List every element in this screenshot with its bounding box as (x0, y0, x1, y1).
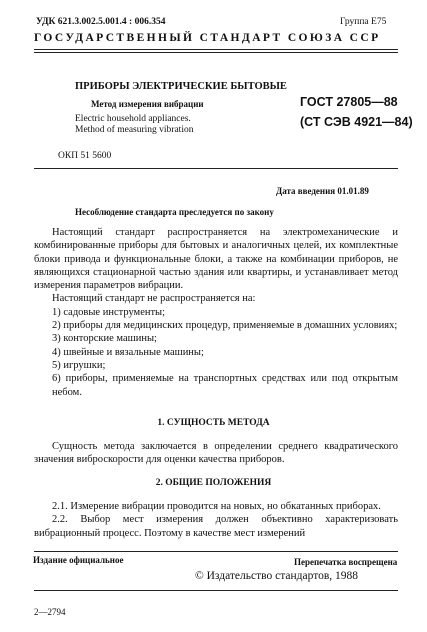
section-1-heading: 1. СУЩНОСТЬ МЕТОДА (157, 418, 270, 428)
list-item: 3) конторские машины; (52, 333, 157, 345)
footer-rule-bottom (34, 590, 398, 591)
reprint-prohibited: Перепечатка воспрещена (294, 557, 398, 567)
official-edition: Издание официальное (33, 555, 124, 565)
section-1-text: Сущность метода заключается в определении среднего квадратического значения виброскорости для оценки качества приборов. (34, 441, 398, 466)
okp-rule (34, 168, 398, 169)
copyright: © Издательство стандартов, 1988 (195, 570, 359, 582)
okp-code: ОКП 51 5600 (58, 151, 112, 161)
section-2-paragraph-2: 2.2. Выбор мест измерения должен объективно характеризовать вибрационный процесс. Поэтому в качестве мест измерений (34, 514, 398, 539)
list-item: 1) садовые инструменты; (52, 306, 166, 318)
section-2-text (34, 500, 398, 540)
top-rule-thin (34, 52, 398, 53)
title-english-line1: Electric household appliances. (75, 114, 191, 124)
list-item: 4) швейные и вязальные машины; (52, 346, 204, 358)
intro-text (34, 226, 398, 399)
section-2-heading: 2. ОБЩИЕ ПОЛОЖЕНИЯ (155, 478, 272, 488)
title-sub: Метод измерения вибрации (91, 99, 204, 109)
list-item: 5) игрушки; (52, 359, 106, 371)
footer-rule (34, 551, 398, 552)
group-code: Группа Е75 (340, 17, 387, 27)
list-item: 6) приборы, применяемые на транспортных средствах или под открытым небом. (52, 373, 398, 398)
gost-code: ГОСТ 27805—88 (300, 95, 398, 109)
standard-banner: ГОСУДАРСТВЕННЫЙ СТАНДАРТ СОЮЗА ССР (34, 32, 381, 44)
list-item: 2) приборы для медицинских процедур, применяемые в домашних условиях; (52, 320, 398, 332)
legal-notice: Несоблюдение стандарта преследуется по закону (75, 207, 274, 217)
section-2-paragraph-1: 2.1. Измерение вибрации проводится на новых, но обкатанных приборах. (52, 501, 381, 512)
top-rule (34, 49, 398, 50)
title-english-line2: Method of measuring vibration (75, 125, 194, 135)
intro-paragraph-1: Настоящий стандарт распространяется на электромеханические и комбинированные приборы для бытовых и аналогичных целей, их комплектные блоки привода и функциональные блоки, а также на комбинации приборов, не являющихся стационарной частью здания или квартиры, и устанавливает метод измерения параметров вибрации. (34, 227, 398, 292)
title-english (75, 114, 280, 136)
intro-paragraph-2: Настоящий стандарт не распространяется на: (52, 293, 256, 305)
gost-number (300, 92, 413, 132)
print-number: 2—2794 (34, 607, 66, 617)
title-main: ПРИБОРЫ ЭЛЕКТРИЧЕСКИЕ БЫТОВЫЕ (75, 81, 287, 92)
st-sev-code: (СТ СЭВ 4921—84) (300, 115, 413, 129)
udk-code: УДК 621.3.002.5.001.4 : 006.354 (36, 17, 166, 27)
introduction-date: Дата введения 01.01.89 (276, 186, 369, 196)
